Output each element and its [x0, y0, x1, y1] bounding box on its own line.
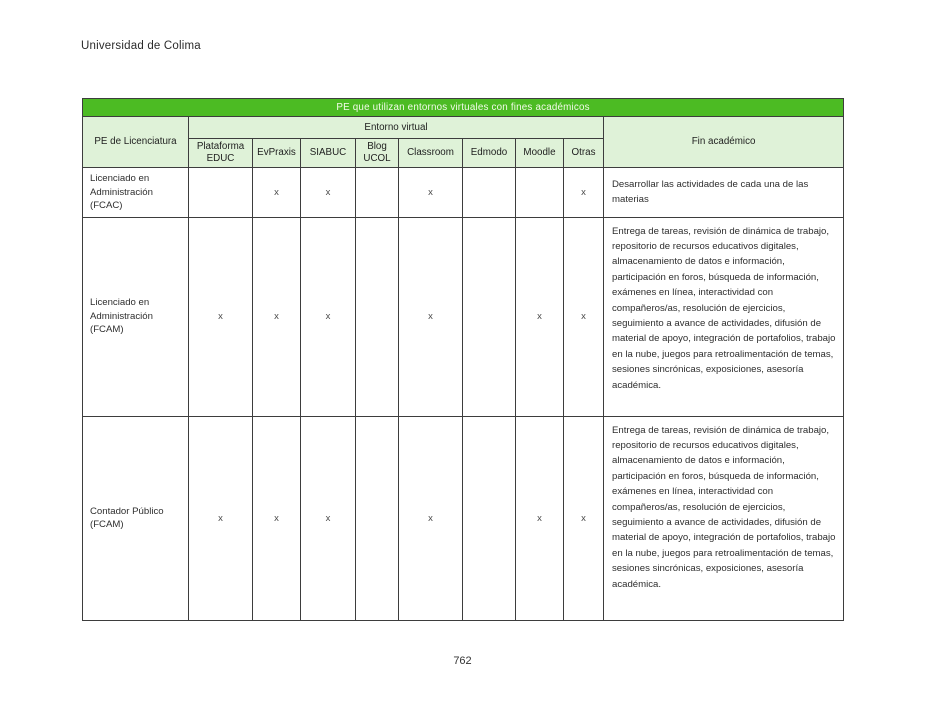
mark-cell-plataforma-educ: x: [189, 416, 253, 620]
table-row: [83, 416, 844, 620]
col-header-fin-academico: Fin académico: [604, 117, 844, 168]
document-header: Universidad de Colima: [81, 40, 201, 52]
table-row: [83, 168, 844, 218]
col-header-moodle: Moodle: [516, 139, 564, 168]
mark-cell-classroom: x: [399, 416, 463, 620]
mark-cell-moodle: x: [516, 217, 564, 416]
col-header-otras: Otras: [564, 139, 604, 168]
mark-cell-edmodo: [463, 416, 516, 620]
mark-cell-classroom: x: [399, 168, 463, 218]
col-header-evpraxis: EvPraxis: [253, 139, 301, 168]
col-header-edmodo: Edmodo: [463, 139, 516, 168]
fin-academico-cell: Entrega de tareas, revisión de dinámica de trabajo, repositorio de recursos educativos digitales, almacenamiento de datos e información, participación en foros, búsqueda de información, exámenes en línea, interactividad con compañeros/as, resolución de ejercicios, seguimiento a avance de actividades, difusión de material de apoyo, integración de portafolios, trabajo en la nube, juegos para retroalimentación de temas, sesiones sincrónicas, exposiciones, asesoría académica.: [604, 416, 844, 620]
mark-cell-siabuc: x: [301, 416, 356, 620]
mark-cell-moodle: x: [516, 416, 564, 620]
mark-cell-blog-ucol: [356, 217, 399, 416]
mark-cell-siabuc: x: [301, 168, 356, 218]
fin-academico-cell: Desarrollar las actividades de cada una de las materias: [604, 168, 844, 218]
table-container: [82, 98, 843, 621]
mark-cell-edmodo: [463, 168, 516, 218]
table-title: PE que utilizan entornos virtuales con fines académicos: [83, 99, 844, 117]
col-header-entorno-virtual: Entorno virtual: [189, 117, 604, 139]
mark-cell-classroom: x: [399, 217, 463, 416]
fin-academico-cell: Entrega de tareas, revisión de dinámica de trabajo, repositorio de recursos educativos digitales, almacenamiento de datos e información, participación en foros, búsqueda de información, exámenes en línea, interactividad con compañeros/as, resolución de ejercicios, seguimiento a avance de actividades, difusión de material de apoyo, integración de portafolios, trabajo en la nube, juegos para retroalimentación de temas, sesiones sincrónicas, exposiciones, asesoría académica.: [604, 217, 844, 416]
mark-cell-otras: x: [564, 168, 604, 218]
col-header-pe-licenciatura: PE de Licenciatura: [83, 117, 189, 168]
mark-cell-plataforma-educ: x: [189, 217, 253, 416]
mark-cell-siabuc: x: [301, 217, 356, 416]
pe-name-cell: Licenciado en Administración (FCAM): [83, 217, 189, 416]
mark-cell-evpraxis: x: [253, 217, 301, 416]
mark-cell-evpraxis: x: [253, 416, 301, 620]
mark-cell-moodle: [516, 168, 564, 218]
mark-cell-blog-ucol: [356, 416, 399, 620]
page-number: 762: [453, 655, 472, 667]
table-title-row: [83, 99, 844, 117]
pe-name-cell: Licenciado en Administración (FCAC): [83, 168, 189, 218]
col-header-siabuc: SIABUC: [301, 139, 356, 168]
col-header-classroom: Classroom: [399, 139, 463, 168]
mark-cell-blog-ucol: [356, 168, 399, 218]
mark-cell-otras: x: [564, 416, 604, 620]
mark-cell-otras: x: [564, 217, 604, 416]
mark-cell-plataforma-educ: [189, 168, 253, 218]
table-row: [83, 217, 844, 416]
group-header-row: [83, 117, 844, 139]
col-header-blog-ucol: Blog UCOL: [356, 139, 399, 168]
mark-cell-edmodo: [463, 217, 516, 416]
pe-name-cell: Contador Público (FCAM): [83, 416, 189, 620]
pe-entornos-table: [82, 98, 844, 621]
mark-cell-evpraxis: x: [253, 168, 301, 218]
col-header-plataforma-educ: Plataforma EDUC: [189, 139, 253, 168]
